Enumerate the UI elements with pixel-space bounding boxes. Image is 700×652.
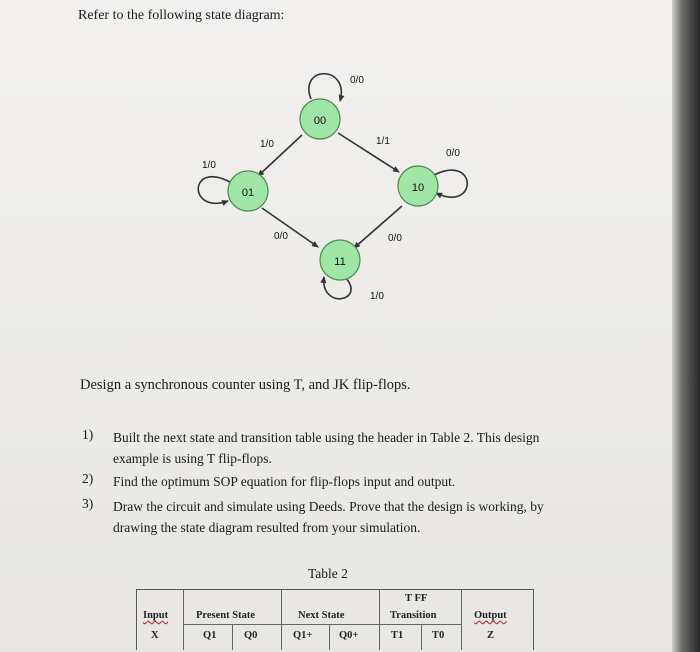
header-input-var: X bbox=[151, 630, 159, 641]
state-node-01 bbox=[228, 171, 268, 211]
label-10-11: 0/0 bbox=[388, 233, 402, 244]
label-self-00: 0/0 bbox=[350, 75, 364, 86]
state-diagram bbox=[180, 55, 500, 315]
label-self-01: 1/0 bbox=[202, 160, 216, 171]
svg-text:11: 11 bbox=[334, 256, 346, 268]
header-t1: T1 bbox=[391, 630, 404, 641]
svg-text:01: 01 bbox=[241, 187, 255, 199]
table-title: Table 2 bbox=[308, 566, 348, 581]
intro-text: Refer to the following state diagram: bbox=[78, 8, 285, 23]
self-loop-10 bbox=[434, 170, 467, 197]
self-loop-01 bbox=[198, 177, 230, 204]
task-text: Find the optimum SOP equation for flip-flops input and output. bbox=[113, 474, 456, 489]
state-node-10 bbox=[398, 166, 438, 206]
label-01-11: 0/0 bbox=[274, 231, 288, 242]
header-next-state: Next State bbox=[298, 610, 345, 621]
task-number: 3) bbox=[82, 496, 94, 511]
header-present-state: Present State bbox=[196, 610, 255, 621]
task-number: 1) bbox=[82, 427, 94, 442]
edge-01-11 bbox=[262, 208, 318, 247]
task-number: 2) bbox=[82, 471, 94, 486]
svg-text:10: 10 bbox=[411, 182, 425, 194]
svg-text:00: 00 bbox=[313, 115, 327, 127]
task-text: Built the next state and transition table using the header in Table 2. This design example is using T flip-flops. bbox=[113, 430, 540, 466]
header-q0-next: Q0+ bbox=[339, 630, 359, 641]
label-self-11: 1/0 bbox=[370, 291, 384, 302]
state-node-00 bbox=[300, 99, 340, 139]
header-t0: T0 bbox=[432, 630, 445, 641]
header-tff: T FF bbox=[405, 593, 428, 604]
self-loop-00 bbox=[309, 74, 341, 101]
design-heading: Design a synchronous counter using T, and JK flip-flops. bbox=[80, 377, 411, 393]
header-output-var: Z bbox=[487, 630, 495, 641]
page-edge-shadow bbox=[672, 0, 700, 652]
label-00-10: 1/1 bbox=[376, 136, 390, 147]
header-q1-next: Q1+ bbox=[293, 630, 313, 641]
task-text: Draw the circuit and simulate using Deeds. Prove that the design is working, by drawing the state diagram resulted from your simulation. bbox=[113, 499, 544, 535]
header-q0: Q0 bbox=[244, 630, 258, 641]
state-node-11 bbox=[320, 240, 360, 280]
label-self-10: 0/0 bbox=[446, 148, 460, 159]
header-input: Input bbox=[143, 610, 169, 621]
header-transition: Transition bbox=[390, 610, 437, 621]
header-q1: Q1 bbox=[203, 630, 217, 641]
label-00-01: 1/0 bbox=[260, 139, 274, 150]
header-output: Output bbox=[474, 610, 507, 621]
